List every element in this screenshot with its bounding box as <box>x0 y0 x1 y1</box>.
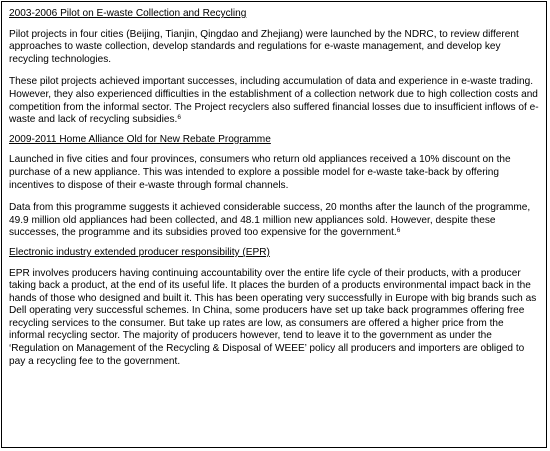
paragraph-text: Launched in five cities and four provinces, consumers who return old appliances received a 10% discount on the purchase of a new appliance. This was intended to explore a possible model for e-waste take-back by offering incentives to dispose of their e-waste through formal channels. <box>9 154 511 191</box>
paragraph-text: Pilot projects in four cities (Beijing, Tianjin, Qingdao and Zhejiang) were launched by the NDRC, to review different approaches to waste collection, develop standards and regulations for e-waste management, and develop key recycling technologies. <box>9 28 519 65</box>
footnote-reference: 6 <box>177 114 181 122</box>
section-heading-pilot: 2003-2006 Pilot on E-waste Collection and Recycling <box>9 8 247 19</box>
footnote-reference: 6 <box>396 227 401 235</box>
section-heading-rebate-programme: 2009-2011 Home Alliance Old for New Rebate Programme <box>9 133 271 145</box>
paragraph <box>9 268 539 369</box>
paragraph-text: Data from this programme suggests it achieved considerable success, 20 months after the launch of the programme, 49.9 million old appliances had been collected, and 48.1 million new appliances sold. However, despite these successes, the programme and its subsidies proved too expensive for the government. <box>9 202 531 239</box>
paragraph <box>9 202 539 240</box>
paragraph <box>9 154 539 192</box>
section-heading-epr: Electronic industry extended producer responsibility (EPR) <box>9 246 270 258</box>
paragraph <box>9 29 539 67</box>
paragraph-text: These pilot projects achieved important successes, including accumulation of data and experience in e-waste trading. However, they also experienced difficulties in the establishment of a collection network due to high collection costs and competition from the informal sector. The Project recyclers also suffered financial losses due to insufficient inflows of e-waste and lack of recycling subsidies. <box>9 76 539 126</box>
paragraph-text: EPR involves producers having continuing accountability over the entire life cycle of their products, with a producer taking back a product, at the end of its useful life. It places the burden of a products environmental impact back in the hands of those who designed and built it. This has been operating very successfully in Europe with big brands such as Dell operating very successful schemes. In China, some producers have set up take back programmes offering free recycling services to the consumer. But take up rates are low, as consumers are offered a higher price from the informal recycling sector. The majority of producers however, tend to leave it to the government as under the ‘Regulation on Management of the Recycling & Disposal of WEEE’ policy all producers and importers are obliged to pay a recycling fee to the government. <box>9 267 537 367</box>
text-box <box>1 1 547 448</box>
paragraph <box>9 76 539 126</box>
